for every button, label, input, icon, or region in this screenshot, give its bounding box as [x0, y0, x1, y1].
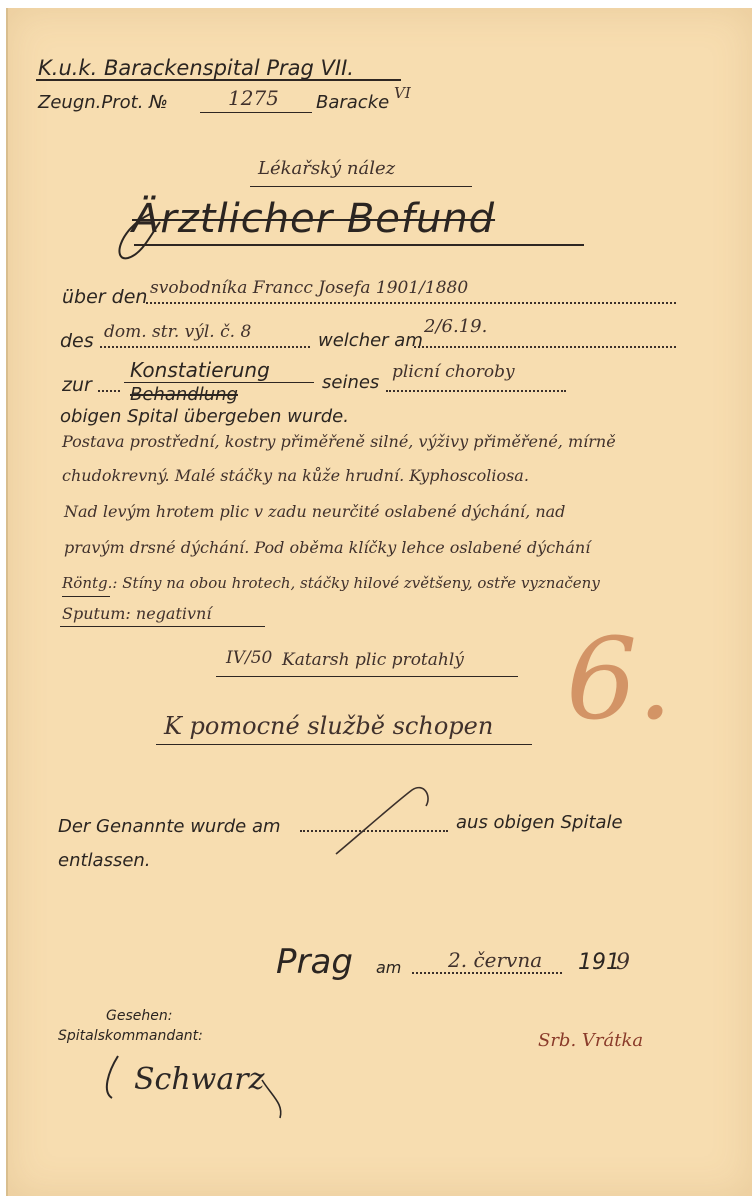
year-prefix: 191	[578, 950, 620, 975]
ueber-den-label: über den	[62, 286, 148, 308]
zeugn-prot-number: 1275	[228, 86, 279, 110]
signature-right: Srb. Vrátka	[538, 1030, 644, 1051]
welcher-am-label: welcher am	[318, 330, 423, 351]
czech-title: Lékařský nález	[258, 158, 396, 179]
des-label: des	[60, 330, 94, 352]
baracke-label: Baracke	[316, 92, 390, 113]
admission-date: 2/6.19.	[424, 316, 488, 337]
signature-tail	[262, 1080, 281, 1118]
konstatierung-text: Konstatierung	[130, 358, 270, 382]
discharge-text-2: aus obigen Spitale	[456, 812, 623, 833]
patient-name: svobodníka Francc Josefa 1901/1880	[150, 278, 469, 298]
finding-line-6: Sputum: negativní	[62, 604, 212, 623]
kommandant-label: Spitalskommandant:	[58, 1028, 203, 1044]
finding-line-1: Postava prostřední, kostry přiměřeně silné, výživy přiměřené, mírně	[62, 432, 616, 451]
zeugn-prot-label: Zeugn.Prot. №	[38, 92, 168, 113]
year-suffix: 9	[616, 950, 630, 975]
finding-line-4: pravým drsné dýchání. Pod oběma klíčky lehce oslabené dýchání	[64, 538, 591, 557]
unit-text: dom. str. výl. č. 8	[104, 322, 252, 342]
red-numeral: 6.	[566, 615, 673, 745]
discharge-text-3: entlassen.	[58, 850, 151, 871]
finding-line-3: Nad levým hrotem plic v zadu neurčité oslabené dýchání, nad	[64, 502, 566, 521]
condition-text: plicní choroby	[392, 362, 515, 382]
zur-label: zur	[62, 374, 92, 396]
discharge-text-1: Der Genannte wurde am	[58, 816, 281, 837]
date-text: 2. června	[448, 948, 543, 972]
signature-left: Schwarz	[134, 1062, 265, 1097]
place-text: Prag	[276, 942, 353, 982]
gesehen-label: Gesehen:	[106, 1008, 173, 1024]
signature-hook	[107, 1056, 118, 1098]
diagnosis-text: Katarsh plic protahlý	[282, 650, 464, 670]
conclusion-text: K pomocné službě schopen	[164, 712, 494, 740]
seines-label: seines	[322, 372, 380, 393]
finding-line-2: chudokrevný. Malé stáčky na kůže hrudní. Kyphoscoliosa.	[62, 466, 529, 485]
behandlung-text: Behandlung	[130, 384, 238, 405]
baracke-number: VI	[394, 84, 411, 102]
spital-line: obigen Spital übergeben wurde.	[60, 406, 349, 427]
discharge-slash	[336, 788, 428, 854]
fraction-text: IV/50	[226, 648, 273, 668]
hospital-name: K.u.k. Barackenspital Prag VII.	[38, 56, 354, 80]
finding-line-5: Röntg.: Stíny na obou hrotech, stáčky hilové zvětšeny, ostře vyznačeny	[62, 574, 600, 592]
german-title: Ärztlicher Befund	[132, 196, 496, 242]
title-flourish	[119, 214, 160, 258]
am-text: am	[376, 958, 402, 977]
